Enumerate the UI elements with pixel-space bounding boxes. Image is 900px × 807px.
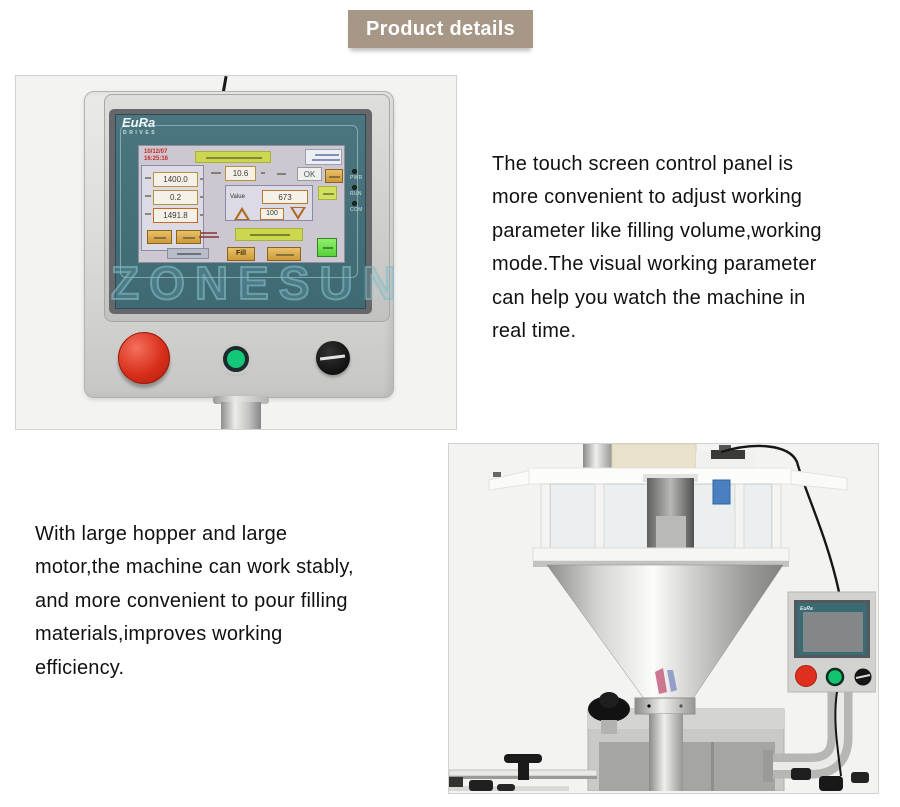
value-field: 673 — [262, 190, 308, 204]
illegible-text-mark — [323, 193, 334, 195]
side-green-button — [827, 669, 843, 685]
illegible-text-mark — [312, 159, 340, 161]
collar-bolt — [679, 704, 682, 707]
level-sensor — [713, 480, 730, 504]
ring-post — [735, 484, 744, 552]
power-led-icon — [352, 169, 357, 174]
illegible-text-mark — [183, 237, 195, 239]
product-details-badge — [348, 10, 533, 48]
power-led-label: PWR — [350, 175, 363, 181]
side-screen-display — [803, 612, 863, 652]
eura-logo-subtext: DRIVES — [123, 130, 158, 136]
hand-wheel-dome — [599, 692, 619, 708]
illegible-text-mark — [323, 247, 333, 249]
value-label: Value — [230, 194, 245, 200]
illegible-text-mark — [250, 234, 290, 236]
param-field-3: 1491.8 — [153, 208, 198, 223]
machine-body-inset — [599, 742, 775, 791]
rail-clamp — [851, 772, 869, 783]
param-label-mark — [145, 195, 151, 197]
collar-bolt — [647, 704, 650, 707]
rotary-selector-knob — [316, 341, 350, 375]
text-line: more convenient to adjust working — [492, 186, 803, 209]
screen-corner-infobox — [305, 149, 342, 165]
rate-field: 10.6 — [225, 166, 256, 181]
green-start-button — [223, 346, 249, 372]
screen-green-button — [317, 238, 337, 257]
text-line: motor,the machine can work stably, — [35, 556, 354, 579]
fill-button: Fill — [227, 247, 255, 261]
value-adjust-panel — [225, 185, 313, 221]
hopper-description — [35, 518, 405, 685]
guide-knob-stem — [518, 760, 529, 780]
text-line: The touch screen control panel is — [492, 153, 794, 175]
screen-button — [147, 230, 172, 244]
touchscreen-description — [492, 148, 852, 348]
screen-status-banner — [195, 151, 271, 163]
unit-mark — [261, 172, 265, 174]
text-line: and more convenient to pour filling — [35, 589, 348, 612]
screen-button — [176, 230, 201, 244]
rail-clamp — [469, 780, 493, 791]
illegible-text-mark — [329, 176, 340, 178]
param-label-mark — [145, 177, 151, 179]
center-shaft-lower — [656, 516, 686, 552]
text-line: parameter like filling volume,working — [492, 219, 822, 242]
step-field: 100 — [260, 208, 284, 220]
control-panel-photo — [15, 75, 457, 430]
side-estop-button — [796, 666, 817, 687]
illegible-text-mark — [177, 253, 201, 255]
fillmode-label-mark — [201, 232, 217, 234]
rail-clamp — [819, 776, 843, 791]
illegible-text-mark — [154, 237, 166, 239]
small-yellow-button — [318, 186, 337, 200]
run-led-icon — [352, 185, 357, 190]
ok-field: OK — [297, 167, 322, 181]
knob-stem — [601, 720, 617, 734]
body-groove — [711, 742, 714, 791]
param-field-1: 1400.0 — [153, 172, 198, 187]
text-line: efficiency. — [35, 656, 125, 679]
pipe-flange — [763, 750, 773, 782]
top-sensor — [711, 450, 745, 459]
ring-post — [541, 484, 550, 552]
screen-parameter-panel — [141, 165, 204, 251]
badge-label: Product details — [366, 17, 515, 40]
touchscreen-display — [138, 145, 345, 263]
ring-bottom-rim — [533, 548, 789, 561]
fillmode-button — [235, 228, 303, 241]
zonesun-watermark: ZONESUN — [111, 257, 406, 309]
text-line: can help you watch the machine in — [492, 286, 806, 309]
unit-mark — [200, 214, 203, 216]
hopper-machine-photo — [448, 443, 879, 794]
support-pole — [221, 402, 261, 429]
ok-label-mark — [277, 173, 286, 175]
rail-clamp — [449, 777, 463, 787]
emergency-stop-button — [118, 332, 170, 384]
illegible-text-mark — [206, 157, 262, 159]
knob-pointer — [320, 354, 345, 360]
text-line: materials,improves working — [35, 623, 283, 646]
run-led-label: RUN — [350, 191, 362, 197]
filling-tube — [649, 714, 683, 791]
ring-post — [772, 484, 781, 552]
machine-illustration — [449, 444, 876, 791]
cone-collar — [635, 698, 695, 714]
enter-button — [325, 169, 343, 183]
illegible-text-mark — [315, 154, 339, 156]
text-line: With large hopper and large — [35, 523, 288, 545]
motor-shaft-housing — [583, 444, 612, 471]
triangle-up-icon — [234, 207, 250, 220]
side-panel-brand: EuRa — [800, 606, 813, 612]
fillmode-label-mark — [199, 236, 219, 238]
text-line: mode.The visual working parameter — [492, 253, 817, 276]
param-label-mark — [145, 213, 151, 215]
com-led-icon — [352, 201, 357, 206]
unit-mark — [200, 178, 203, 180]
plate-clamp — [493, 472, 501, 477]
ring-post — [595, 484, 604, 552]
rate-label-mark — [211, 172, 221, 174]
triangle-down-icon — [290, 207, 306, 220]
screen-datetime: 10/12/07 16:25:16 — [144, 149, 169, 162]
param-field-2: 0.2 — [153, 190, 198, 205]
eura-logo: EuRa — [122, 115, 156, 130]
com-led-label: COM — [350, 207, 363, 213]
text-line: real time. — [492, 320, 577, 343]
rail-clamp — [791, 768, 811, 780]
unit-mark — [200, 196, 203, 198]
rail-clamp — [497, 784, 515, 791]
